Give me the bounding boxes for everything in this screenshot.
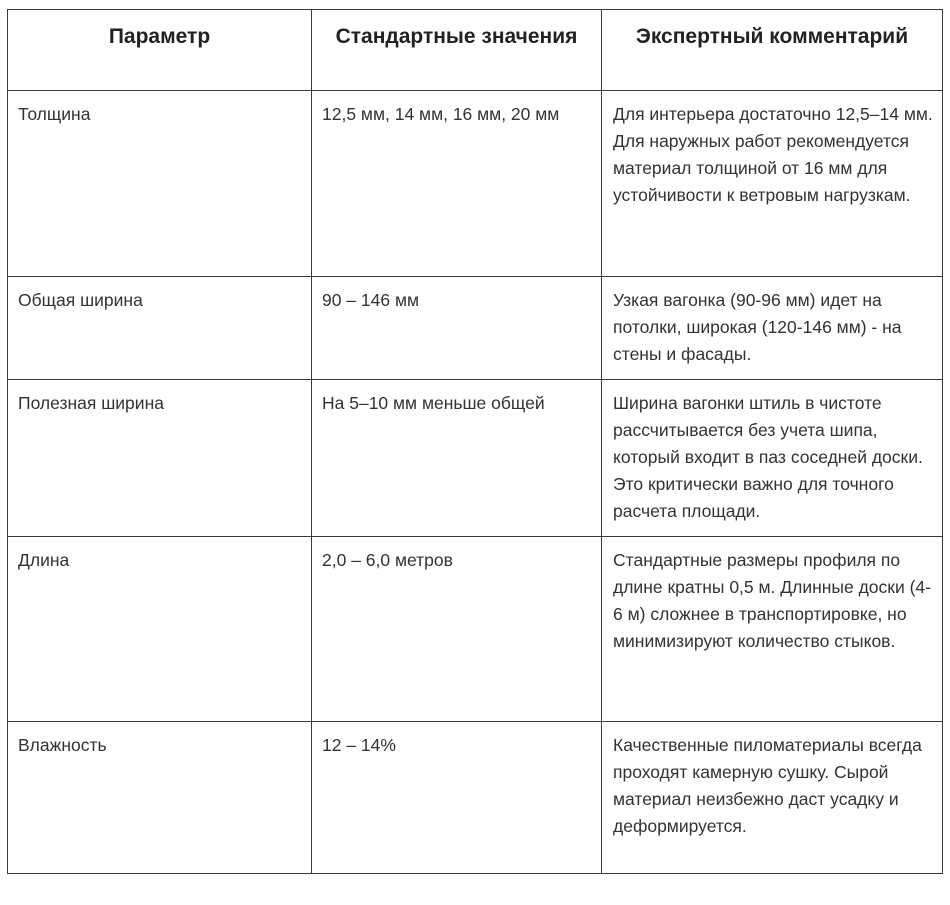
table-header [8,10,943,91]
cell-comment: Стандартные размеры профиля по длине кратны 0,5 м. Длинные доски (4-6 м) сложнее в транспортировке, но минимизируют количество стыков. [602,537,943,722]
spec-table [7,9,943,874]
cell-comment: Качественные пиломатериалы всегда проходят камерную сушку. Сырой материал неизбежно даст усадку и деформируется. [602,722,943,874]
table-row [8,91,943,277]
cell-parameter: Толщина [8,91,312,277]
header-parameter: Параметр [8,10,312,91]
header-expert-comment: Экспертный комментарий [602,10,943,91]
cell-parameter: Длина [8,537,312,722]
cell-comment: Для интерьера достаточно 12,5–14 мм. Для наружных работ рекомендуется материал толщиной от 16 мм для устойчивости к ветровым нагрузкам. [602,91,943,277]
cell-value: 12 – 14% [312,722,602,874]
table-row [8,277,943,380]
header-standard-values: Стандартные значения [312,10,602,91]
table-row [8,722,943,874]
cell-comment: Ширина вагонки штиль в чистоте рассчитывается без учета шипа, который входит в паз соседней доски. Это критически важно для точного расчета площади. [602,380,943,537]
cell-value: 12,5 мм, 14 мм, 16 мм, 20 мм [312,91,602,277]
table-body [8,91,943,874]
table-row [8,380,943,537]
cell-parameter: Влажность [8,722,312,874]
cell-value: 2,0 – 6,0 метров [312,537,602,722]
spec-table-container [7,9,942,874]
header-row [8,10,943,91]
cell-comment: Узкая вагонка (90-96 мм) идет на потолки, широкая (120-146 мм) - на стены и фасады. [602,277,943,380]
cell-parameter: Полезная ширина [8,380,312,537]
cell-value: 90 – 146 мм [312,277,602,380]
table-row [8,537,943,722]
cell-value: На 5–10 мм меньше общей [312,380,602,537]
cell-parameter: Общая ширина [8,277,312,380]
